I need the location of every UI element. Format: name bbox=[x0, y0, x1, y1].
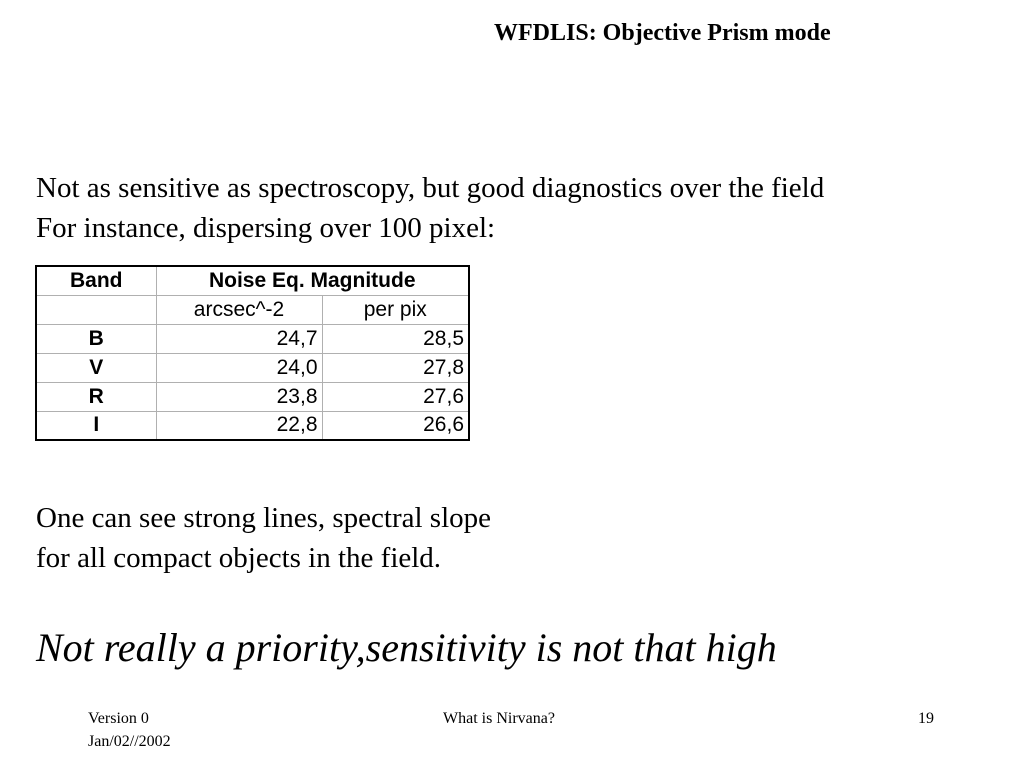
subheader-arcsec: arcsec^-2 bbox=[156, 295, 322, 324]
intro-line: Not as sensitive as spectroscopy, but good diagnostics over the field bbox=[36, 172, 825, 204]
band-cell: V bbox=[36, 353, 156, 382]
slide-title: WFDLIS: Objective Prism mode bbox=[494, 20, 831, 46]
table-row bbox=[36, 353, 469, 382]
header-noise-magnitude: Noise Eq. Magnitude bbox=[156, 266, 469, 295]
intro-line: For instance, dispersing over 100 pixel: bbox=[36, 212, 496, 244]
table-row bbox=[36, 411, 469, 440]
table-row bbox=[36, 324, 469, 353]
body-line: for all compact objects in the field. bbox=[36, 542, 442, 574]
subheader-band bbox=[36, 295, 156, 324]
arcsec-cell: 22,8 bbox=[156, 411, 322, 440]
footer-date: Jan/02//2002 bbox=[88, 733, 171, 750]
footer-title: What is Nirvana? bbox=[443, 710, 555, 727]
footer-version: Version 0 bbox=[88, 710, 149, 727]
per-pix-cell: 28,5 bbox=[322, 324, 469, 353]
header-band: Band bbox=[36, 266, 156, 295]
body-line: One can see strong lines, spectral slope bbox=[36, 502, 491, 534]
per-pix-cell: 27,6 bbox=[322, 382, 469, 411]
band-cell: B bbox=[36, 324, 156, 353]
table-subheader-row bbox=[36, 295, 469, 324]
per-pix-cell: 26,6 bbox=[322, 411, 469, 440]
table-row bbox=[36, 382, 469, 411]
emphasis-statement: Not really a priority,sensitivity is not that high bbox=[36, 625, 777, 670]
page-number: 19 bbox=[918, 710, 934, 727]
arcsec-cell: 24,0 bbox=[156, 353, 322, 382]
arcsec-cell: 24,7 bbox=[156, 324, 322, 353]
table-header-row bbox=[36, 266, 469, 295]
band-cell: R bbox=[36, 382, 156, 411]
subheader-per-pix: per pix bbox=[322, 295, 469, 324]
per-pix-cell: 27,8 bbox=[322, 353, 469, 382]
arcsec-cell: 23,8 bbox=[156, 382, 322, 411]
noise-magnitude-table bbox=[35, 265, 470, 441]
band-cell: I bbox=[36, 411, 156, 440]
